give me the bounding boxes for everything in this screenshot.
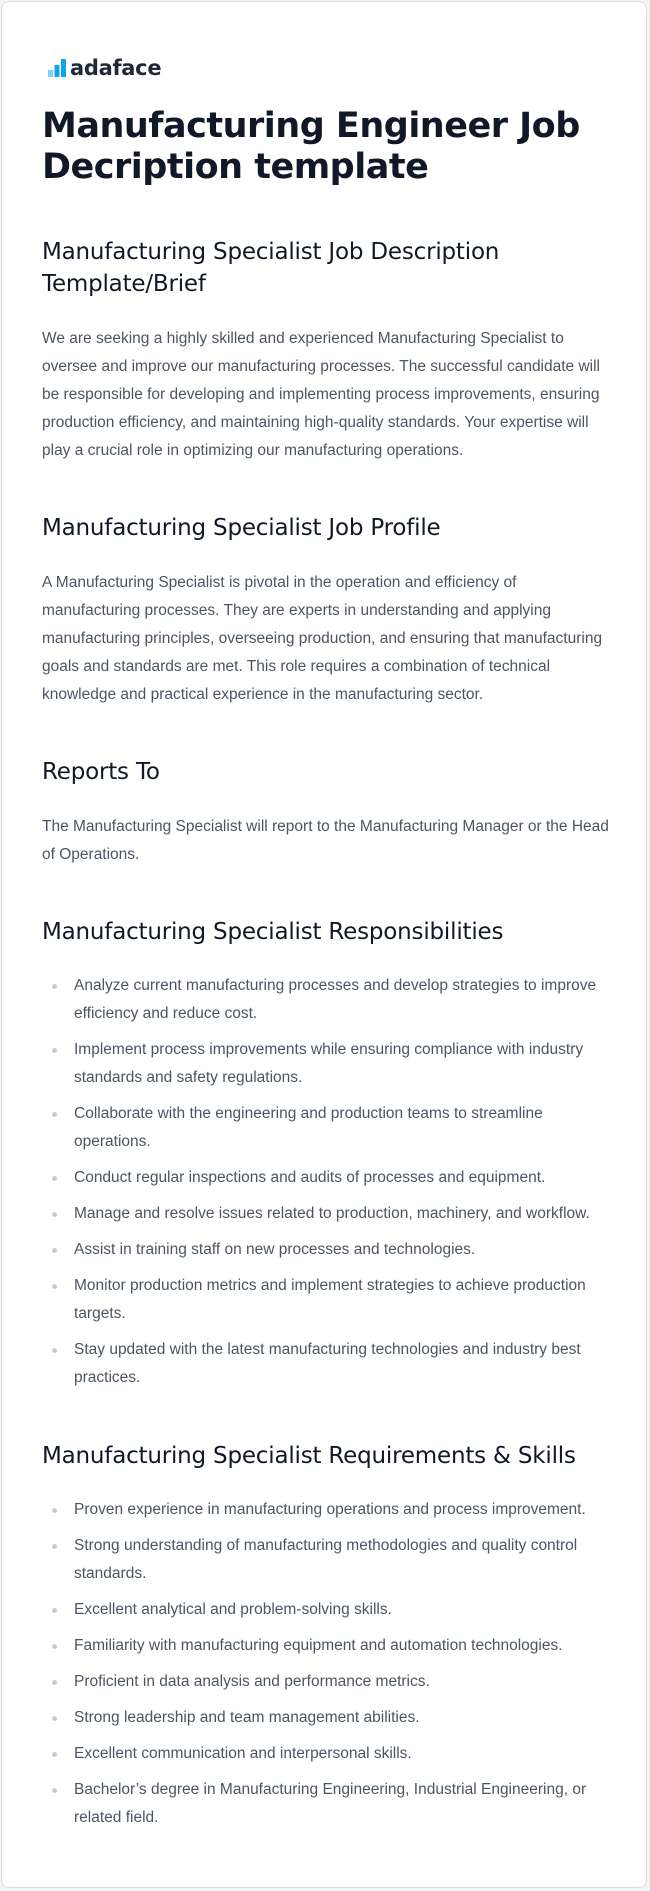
list-item: Monitor production metrics and implement strategies to achieve production targets.: [42, 1272, 614, 1328]
requirements-list: [42, 1496, 614, 1840]
list-item: Strong leadership and team management abilities.: [42, 1704, 614, 1732]
list-item: Stay updated with the latest manufacturing technologies and industry best practices.: [42, 1336, 614, 1392]
list-item: Conduct regular inspections and audits of processes and equipment.: [42, 1164, 614, 1192]
reports-to-heading: Reports To: [42, 759, 160, 785]
adaface-logo[interactable]: [48, 54, 161, 82]
responsibilities-list: [42, 972, 614, 1400]
profile-text: A Manufacturing Specialist is pivotal in the operation and efficiency of manufacturing processes. They are experts in understanding and applying manufacturing principles, overseeing production, and ensuring that manufacturing goals and standards are met. This role requires a combination of technical knowledge and practical experience in the manufacturing sector.: [42, 574, 603, 703]
list-item: Proficient in data analysis and performance metrics.: [42, 1668, 614, 1696]
brief-heading: Manufacturing Specialist Job Description Template/Brief: [42, 239, 500, 297]
list-item: Strong understanding of manufacturing methodologies and quality control standards.: [42, 1532, 614, 1588]
reports-to-text: The Manufacturing Specialist will report to the Manufacturing Manager or the Head of Operations.: [42, 818, 609, 863]
adaface-logo-icon: [48, 59, 66, 77]
requirements-heading: Manufacturing Specialist Requirements & Skills: [42, 1443, 576, 1469]
page-title: Manufacturing Engineer Job Decription template: [42, 106, 580, 187]
list-item: Analyze current manufacturing processes and develop strategies to improve efficiency and reduce cost.: [42, 972, 614, 1028]
brief-text: We are seeking a highly skilled and experienced Manufacturing Specialist to oversee and improve our manufacturing processes. The successful candidate will be responsible for developing and implementing process improvements, ensuring production efficiency, and maintaining high-quality standards. Your expertise will play a crucial role in optimizing our manufacturing operations.: [42, 330, 600, 459]
document-card: [1, 1, 647, 1888]
list-item: Excellent communication and interpersonal skills.: [42, 1740, 614, 1768]
list-item: Collaborate with the engineering and production teams to streamline operations.: [42, 1100, 614, 1156]
list-item: Implement process improvements while ensuring compliance with industry standards and safety regulations.: [42, 1036, 614, 1092]
responsibilities-heading: Manufacturing Specialist Responsibilities: [42, 919, 504, 945]
profile-heading: Manufacturing Specialist Job Profile: [42, 515, 441, 541]
brand-name: adaface: [70, 56, 162, 80]
list-item: Familiarity with manufacturing equipment and automation technologies.: [42, 1632, 614, 1660]
list-item: Bachelor’s degree in Manufacturing Engineering, Industrial Engineering, or related field.: [42, 1776, 614, 1832]
list-item: Excellent analytical and problem-solving skills.: [42, 1596, 614, 1624]
list-item: Manage and resolve issues related to production, machinery, and workflow.: [42, 1200, 614, 1228]
list-item: Proven experience in manufacturing operations and process improvement.: [42, 1496, 614, 1524]
list-item: Assist in training staff on new processes and technologies.: [42, 1236, 614, 1264]
